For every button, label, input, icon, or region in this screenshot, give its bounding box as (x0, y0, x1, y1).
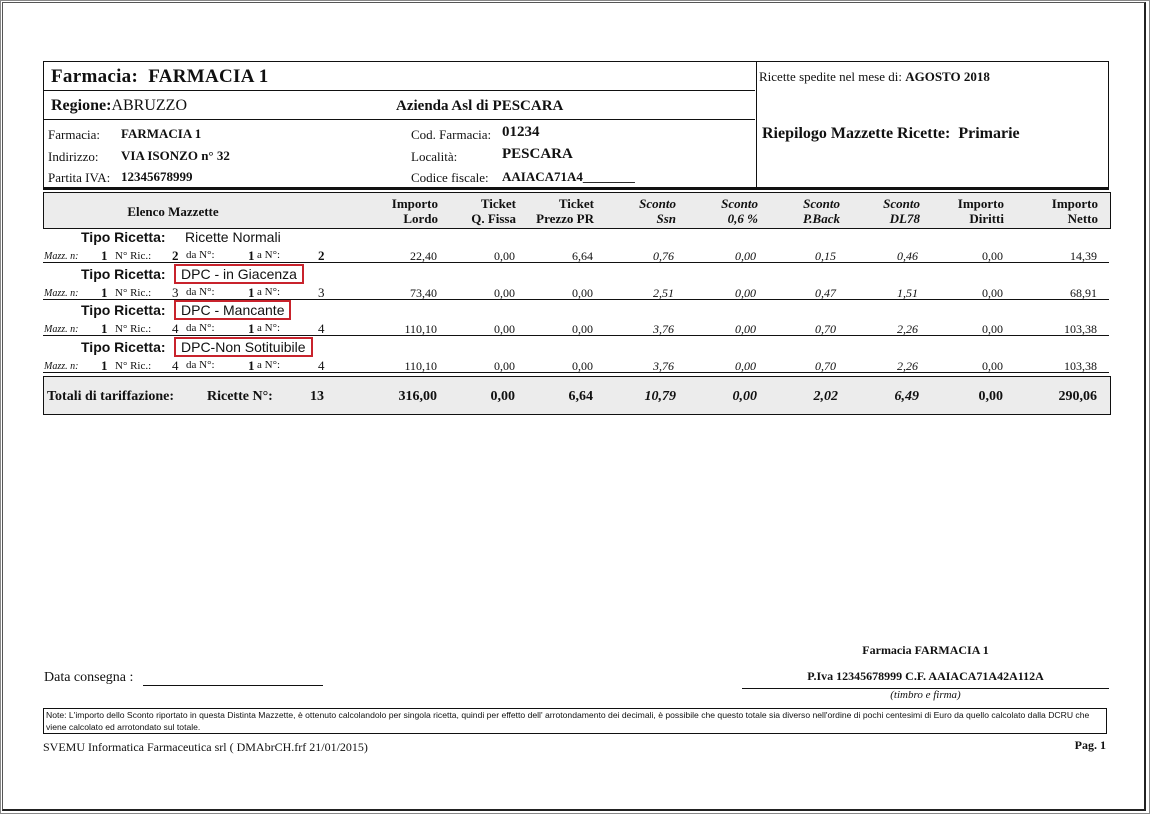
summary-title-value: Primarie (958, 125, 1020, 142)
cell-value: 22,40 (410, 249, 437, 263)
cell-value: 0,00 (735, 322, 756, 336)
cell-value: 0,00 (494, 249, 515, 263)
da-label: da N°: (186, 285, 215, 298)
col-header-sconto-06: Sconto 0,6 % (721, 196, 758, 226)
a-label: a N°: (257, 285, 281, 298)
farmacia-small-value: FARMACIA 1 (121, 126, 202, 141)
cell-value: 103,38 (1064, 322, 1097, 336)
month (759, 69, 990, 85)
cell-value: 0,70 (815, 322, 836, 336)
cell-value: 0,00 (982, 358, 1003, 373)
nric-value: 2 (172, 248, 179, 263)
cell-value: 0,00 (735, 249, 756, 263)
da-label: da N°: (186, 249, 215, 261)
tipo-ricetta-value: DPC-Non Sotituibile (174, 337, 313, 357)
summary-title (762, 125, 1020, 143)
note-box: Note: L'importo dello Sconto riportato in questa Distinta Mazzette, è ottenuto calcolandolo per singola ricetta, quindi per effetto dell' arrotondamento dei decimali, è possibile che questo totale sia diverso nell'ordine di pochi centesimi di Euro da quello calcolato dalla DCRU che viene calcolato ed arrotondato sul totale. (43, 708, 1107, 734)
cell-value: 0,00 (494, 285, 515, 300)
tipo-ricetta-label: Tipo Ricetta: (81, 302, 166, 318)
a-label: a N°: (257, 322, 281, 334)
codice-fiscale-label: Codice fiscale: (411, 170, 489, 185)
cell-value: 0,46 (897, 249, 918, 263)
totals-ricette-label: Ricette N°: (207, 389, 273, 404)
total-value: 0,00 (490, 389, 515, 404)
nric-value: 4 (172, 321, 179, 336)
row-divider (43, 372, 1109, 373)
da-value: 1 (248, 248, 255, 263)
cod-farmacia-value: 01234 (502, 124, 540, 140)
indirizzo-value: VIA ISONZO n° 32 (121, 148, 230, 163)
cell-value: 2,26 (897, 322, 918, 336)
col-header-lordo: Importo Lordo (391, 196, 438, 226)
farmacia-small-label: Farmacia: (48, 127, 100, 142)
col-header-netto: Importo Netto (1051, 196, 1098, 226)
piva-label: Partita IVA: (48, 170, 111, 185)
mazz-number: 1 (101, 284, 108, 300)
nric-label: N° Ric.: (115, 323, 152, 335)
cell-value: 0,00 (494, 358, 515, 373)
totals-label: Totali di tariffazione: (47, 389, 175, 404)
data-consegna-label: Data consegna : (44, 670, 134, 685)
a-label: a N°: (257, 358, 281, 371)
col-header-qfissa: Ticket Q. Fissa (471, 196, 516, 226)
divider (43, 90, 755, 91)
page-number: Pag. 1 (1074, 738, 1106, 752)
indirizzo-label: Indirizzo: (48, 149, 99, 164)
month-value: AGOSTO 2018 (905, 69, 990, 84)
nric-label: N° Ric.: (115, 286, 152, 299)
tipo-ricetta-label: Tipo Ricetta: (81, 265, 166, 282)
cell-value: 3,76 (653, 358, 674, 373)
cell-value: 0,00 (735, 285, 756, 300)
month-label: Ricette spedite nel mese di: (759, 69, 902, 84)
cell-value: 0,00 (572, 322, 593, 336)
pharmacy-title-label: Farmacia: (51, 66, 139, 87)
mazz-number: 1 (101, 248, 108, 263)
cell-value: 73,40 (410, 285, 437, 300)
signature-caption: (timbro e firma) (890, 689, 961, 701)
asl-value: PESCARA (492, 98, 564, 114)
col-header-diritti: Importo Diritti (957, 196, 1004, 226)
cell-value: 0,00 (982, 249, 1003, 263)
pharmacy-title (51, 66, 269, 88)
pharmacy-title-name: FARMACIA 1 (148, 66, 269, 87)
mazz-label: Mazz. n: (44, 360, 79, 372)
cell-value: 0,00 (982, 285, 1003, 300)
totals-row (43, 376, 1111, 415)
total-value: 290,06 (1058, 389, 1097, 404)
col-header-sconto-dl78: Sconto DL78 (883, 196, 920, 226)
cell-value: 110,10 (404, 358, 437, 373)
cell-value: 2,51 (653, 285, 674, 300)
total-value: 6,49 (894, 389, 919, 404)
header-underline (43, 189, 1109, 190)
tipo-ricetta-value: Ricette Normali (185, 229, 281, 245)
a-value: 4 (318, 357, 325, 373)
total-value: 6,64 (568, 389, 593, 404)
region (51, 97, 187, 115)
localita-label: Località: (411, 149, 458, 164)
cell-value: 3,76 (653, 322, 674, 336)
nric-value: 3 (172, 284, 179, 300)
asl (396, 97, 563, 115)
nric-label: N° Ric.: (115, 250, 152, 262)
da-label: da N°: (186, 322, 215, 334)
mazz-label: Mazz. n: (44, 324, 79, 335)
cell-value: 0,00 (572, 358, 593, 373)
cell-value: 6,64 (572, 249, 593, 263)
cell-value: 0,00 (572, 285, 593, 300)
total-value: 0,00 (978, 389, 1003, 404)
cell-value: 110,10 (404, 322, 437, 336)
col-header-sconto-ssn: Sconto Ssn (639, 196, 676, 226)
cell-value: 1,51 (897, 285, 918, 300)
total-value: 10,79 (644, 389, 676, 404)
tipo-ricetta-value: DPC - in Giacenza (174, 264, 304, 284)
cell-value: 0,00 (982, 322, 1003, 336)
software-info: SVEMU Informatica Farmaceutica srl ( DMAbrCH.frf 21/01/2015) (43, 740, 368, 754)
summary-title-label: Riepilogo Mazzette Ricette: (762, 125, 951, 142)
da-value: 1 (248, 357, 255, 373)
tipo-ricetta-value: DPC - Mancante (174, 300, 291, 320)
col-header-prezzo-pr: Ticket Prezzo PR (536, 196, 594, 226)
region-label: Regione: (51, 97, 112, 114)
nric-value: 4 (172, 357, 179, 373)
data-consegna-field[interactable] (143, 685, 323, 686)
cod-farmacia-label: Cod. Farmacia: (411, 127, 492, 142)
da-value: 1 (248, 284, 255, 300)
region-value: ABRUZZO (111, 97, 187, 114)
mazz-number: 1 (101, 321, 108, 336)
total-value: 0,00 (732, 389, 757, 404)
a-value: 4 (318, 321, 325, 336)
table-header (43, 192, 1111, 229)
tipo-ricetta-label: Tipo Ricetta: (81, 338, 166, 355)
signature-name: Farmacia FARMACIA 1 (862, 643, 989, 657)
mazz-label: Mazz. n: (44, 287, 79, 299)
cell-value: 0,00 (494, 322, 515, 336)
total-value: 316,00 (398, 389, 437, 404)
a-value: 3 (318, 284, 325, 300)
asl-label: Azienda Asl di (396, 98, 489, 114)
mazz-number: 1 (101, 357, 108, 373)
codice-fiscale-value: AAIACA71A4________ (502, 169, 635, 184)
localita-value: PESCARA (502, 146, 573, 162)
signature-piva: P.Iva 12345678999 C.F. AAIACA71A42A112A (807, 669, 1044, 683)
cell-value: 103,38 (1064, 358, 1097, 373)
col-header-sconto-pback: Sconto P.Back (803, 196, 840, 226)
cell-value: 0,70 (815, 358, 836, 373)
a-value: 2 (318, 248, 325, 263)
da-label: da N°: (186, 358, 215, 371)
divider (43, 119, 755, 120)
cell-value: 68,91 (1070, 285, 1097, 300)
cell-value: 0,15 (815, 249, 836, 263)
mazz-label: Mazz. n: (44, 251, 79, 262)
col-header-elenco: Elenco Mazzette (127, 204, 219, 219)
totals-ricette-count: 13 (310, 389, 324, 404)
total-value: 2,02 (813, 389, 838, 404)
cell-value: 0,76 (653, 249, 674, 263)
cell-value: 2,26 (897, 358, 918, 373)
a-label: a N°: (257, 249, 281, 261)
tipo-ricetta-label: Tipo Ricetta: (81, 229, 166, 245)
da-value: 1 (248, 321, 255, 336)
cell-value: 0,00 (735, 358, 756, 373)
cell-value: 0,47 (815, 285, 836, 300)
piva-value: 12345678999 (121, 169, 193, 184)
cell-value: 14,39 (1070, 249, 1097, 263)
nric-label: N° Ric.: (115, 359, 152, 372)
